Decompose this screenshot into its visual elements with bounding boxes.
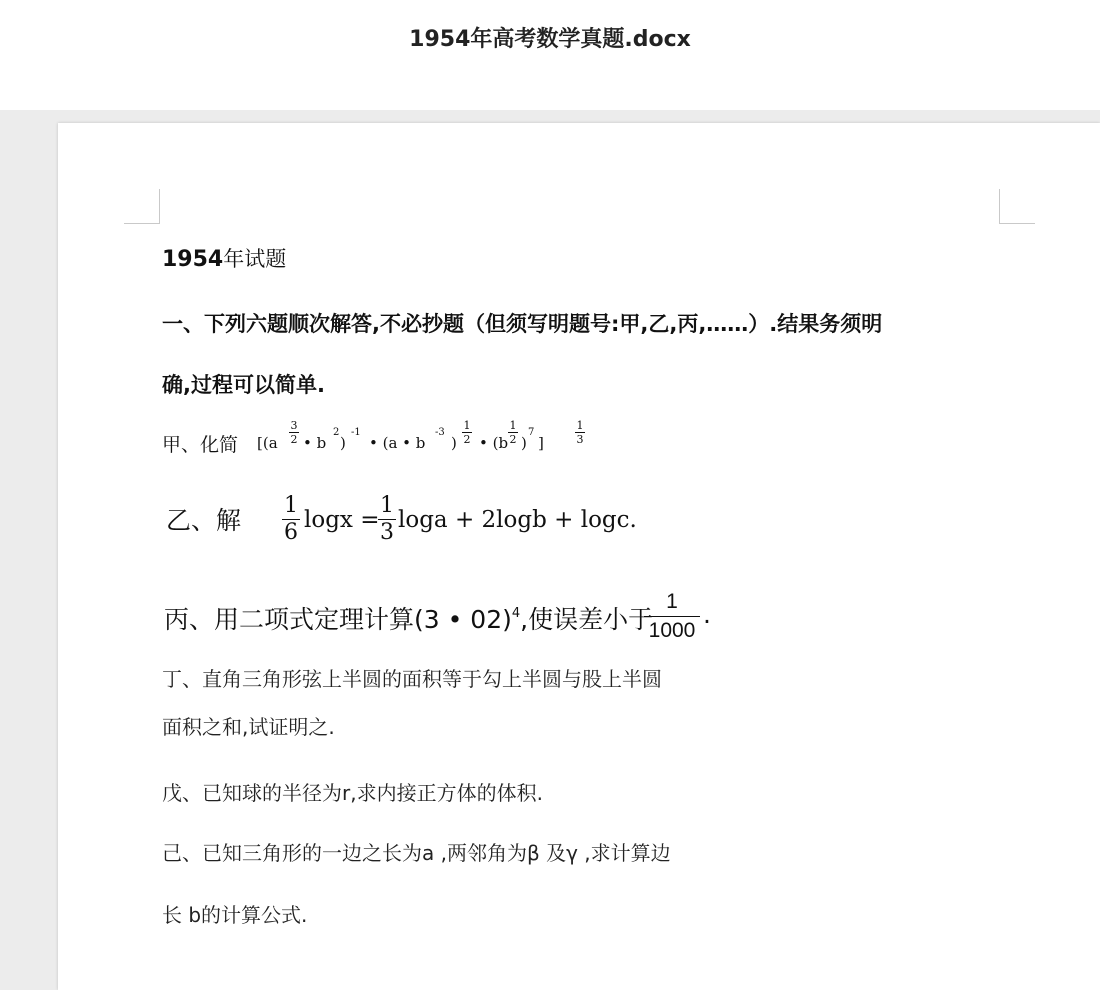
exponent-numerator: 3 bbox=[290, 419, 298, 432]
question-1-line-2: 确,过程可以简单. bbox=[162, 373, 325, 397]
exponent-numerator: 1 bbox=[509, 419, 517, 432]
problem-jia-label: 甲、化简 bbox=[162, 434, 239, 456]
exponent-numerator: 1 bbox=[463, 419, 471, 432]
problem-ding-line-2: 面积之和,试证明之. bbox=[162, 715, 335, 739]
heading-suffix: 年试题 bbox=[223, 247, 287, 271]
fraction-denominator: 6 bbox=[284, 520, 298, 545]
problem-bing-label: 丙、用二项式定理计算(3 • 02)$^4$,使误差小于 bbox=[164, 605, 654, 634]
exponent: -1 bbox=[351, 427, 361, 438]
equation-part: logx = bbox=[304, 507, 380, 533]
exponent: 2 bbox=[333, 427, 340, 438]
problem-ji-line-1: 己、已知三角形的一边之长为a ,两邻角为β 及γ ,求计算边 bbox=[162, 841, 671, 865]
expr-part: ) bbox=[521, 434, 527, 452]
exponent-fraction bbox=[462, 420, 472, 445]
exponent-denominator: 2 bbox=[463, 433, 471, 446]
expr-part: • (b bbox=[479, 434, 509, 452]
expr-part: • b bbox=[303, 434, 327, 452]
fraction-numerator: 1 bbox=[380, 493, 394, 518]
margin-corner-mark-left bbox=[124, 189, 160, 224]
fraction-numerator: 1 bbox=[666, 590, 678, 613]
exponent-fraction bbox=[575, 420, 585, 445]
question-1-line-1: 一、下列六题顺次解答,不必抄题（但须写明题号:甲,乙,丙,……）.结果务须明 bbox=[162, 312, 883, 336]
exponent-numerator: 1 bbox=[576, 419, 584, 432]
problem-yi-label: 乙、解 bbox=[166, 506, 242, 535]
heading bbox=[162, 243, 286, 273]
equation-part: loga + 2logb + logc. bbox=[398, 507, 637, 533]
problem-yi bbox=[162, 493, 637, 563]
document-page[interactable] bbox=[58, 123, 1100, 990]
exponent-denominator: 2 bbox=[509, 433, 517, 446]
problem-ding-line-1: 丁、直角三角形弦上半圆的面积等于勾上半圆与股上半圆 bbox=[162, 667, 662, 691]
expr-part: • (a • b bbox=[369, 434, 426, 452]
problem-jia bbox=[162, 418, 622, 466]
exponent-denominator: 2 bbox=[290, 433, 298, 446]
document-title: 1954年高考数学真题.docx bbox=[409, 27, 691, 52]
expr-part: [(a bbox=[257, 434, 278, 452]
expr-part: ] bbox=[538, 434, 544, 452]
problem-ji-line-2: 长 b的计算公式. bbox=[162, 903, 308, 927]
margin-corner-mark-right bbox=[999, 189, 1035, 224]
title-bar bbox=[0, 0, 1100, 110]
exponent: 4 bbox=[511, 606, 521, 621]
exponent-denominator: 3 bbox=[576, 433, 584, 446]
fraction bbox=[282, 493, 300, 546]
fraction-numerator: 1 bbox=[284, 493, 298, 518]
exponent-fraction bbox=[289, 420, 299, 445]
fraction-denominator: 1000 bbox=[648, 619, 696, 642]
document-canvas[interactable] bbox=[0, 110, 1100, 990]
heading-year: 1954 bbox=[162, 247, 224, 272]
problem-wu: 戊、已知球的半径为r,求内接正方体的体积. bbox=[162, 781, 543, 805]
fraction bbox=[644, 588, 700, 645]
expr-part: ) bbox=[451, 434, 457, 452]
exponent: 7 bbox=[528, 427, 535, 438]
exponent: -3 bbox=[435, 427, 445, 438]
fraction-denominator: 3 bbox=[380, 520, 394, 545]
fraction bbox=[378, 493, 396, 546]
period: . bbox=[703, 600, 711, 629]
exponent-fraction bbox=[508, 420, 518, 445]
expr-part: ) bbox=[340, 434, 346, 452]
problem-bing bbox=[162, 588, 762, 658]
